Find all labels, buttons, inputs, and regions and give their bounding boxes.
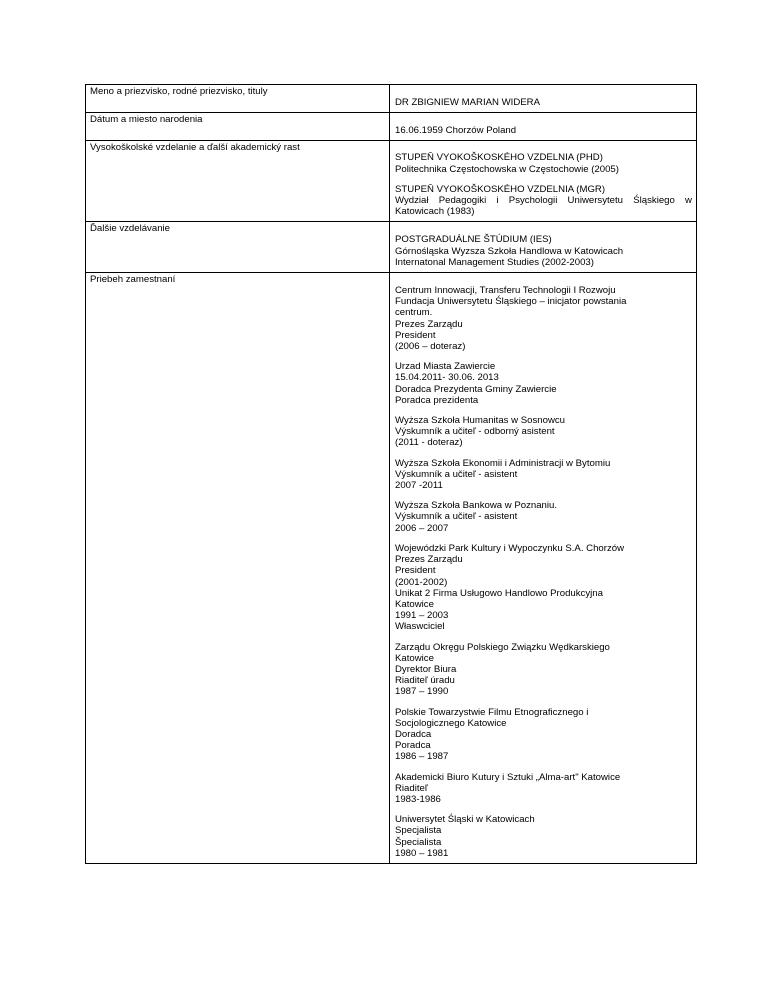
label-cell xyxy=(86,85,390,113)
value-line: Urzad Miasta Zawiercie xyxy=(395,361,496,373)
employment-entry xyxy=(395,415,692,449)
label-birth: Dátum a miesto narodenia xyxy=(90,114,203,126)
value-line: Specjalista xyxy=(395,825,442,837)
value-line: Centrum Innowacji, Transferu Technologii I Rozwoju xyxy=(395,285,616,297)
value-line: Fundacja Uniwersytetu Śląskiego – inicjator powstania xyxy=(395,296,627,308)
value-line: Unikat 2 Firma Usługowo Handlowo Produkcyjna xyxy=(395,587,603,599)
value-line: STUPEŇ VYOKOŠKOSKÉHO VZDELNIA (PHD) xyxy=(395,152,603,164)
employment-entry xyxy=(395,772,692,806)
employment-entry xyxy=(395,285,692,352)
value-cell xyxy=(390,113,697,141)
value-line: Wojewódzki Park Kultury i Wypoczynku S.A. Chorzów xyxy=(395,542,624,554)
label-employment: Priebeh zamestnaní xyxy=(90,274,176,286)
value-line: Riaditeľ xyxy=(395,782,428,794)
value-line: Poradca xyxy=(395,740,431,752)
value-cell xyxy=(390,222,697,273)
value-block xyxy=(395,97,692,108)
row-employment xyxy=(86,273,697,864)
cv-table xyxy=(85,84,697,864)
value-line: Riaditeľ úradu xyxy=(395,675,455,687)
value-cell xyxy=(390,141,697,222)
value-line: 1986 – 1987 xyxy=(395,751,449,763)
label-cell xyxy=(86,273,390,864)
value-line: President xyxy=(395,565,436,577)
value-line: centrum. xyxy=(395,307,433,319)
value-line: Doradca Prezydenta Gminy Zawiercie xyxy=(395,383,557,395)
employment-entry xyxy=(395,543,692,633)
value-line: Internatonal Management Studies (2002-2003) xyxy=(395,256,594,268)
label-cell xyxy=(86,113,390,141)
value-line: 15.04.2011- 30.06. 2013 xyxy=(395,372,499,384)
value-line: Výskumník a učiteľ - asistent xyxy=(395,468,518,480)
value-line: President xyxy=(395,329,436,341)
value-block xyxy=(395,152,692,174)
value-line: (2006 – doteraz) xyxy=(395,341,466,353)
value-line: Výskumník a učiteľ - asistent xyxy=(395,511,518,523)
value-line: Socjologicznego Katowice xyxy=(395,717,507,729)
value-block xyxy=(395,184,692,218)
value-line: 1980 – 1981 xyxy=(395,847,449,859)
value-line: 2007 -2011 xyxy=(395,480,443,492)
value-line: Katowice xyxy=(395,652,434,664)
employment-entry xyxy=(395,500,692,534)
value-line: Akademicki Biuro Kutury i Sztuki „Alma-art" Katowice xyxy=(395,771,621,783)
value-line: DR ZBIGNIEW MARIAN WIDERA xyxy=(395,97,540,108)
value-block xyxy=(395,234,692,268)
value-line: Prezes Zarządu xyxy=(395,318,463,330)
value-line: 2006 – 2007 xyxy=(395,522,449,534)
employment-entry xyxy=(395,814,692,859)
value-line: Wyższa Szkoła Ekonomii i Administracji w Bytomiu xyxy=(395,457,611,469)
value-block xyxy=(395,125,692,136)
label-cell xyxy=(86,222,390,273)
value-line: Dyrektor Biura xyxy=(395,663,457,675)
value-line: (2001-2002) xyxy=(395,576,448,588)
employment-entry xyxy=(395,361,692,406)
value-line: (2011 - doteraz) xyxy=(395,437,463,449)
value-line: Katowice xyxy=(395,598,434,610)
employment-entry xyxy=(395,642,692,698)
value-line: Politechnika Częstochowska w Częstochowie (2005) xyxy=(395,163,619,175)
label-university: Vysokoškolské vzdelanie a ďalší akademický rast xyxy=(90,142,300,154)
value-cell xyxy=(390,273,697,864)
label-cell xyxy=(86,141,390,222)
value-line: Uniwersytet Śląski w Katowicach xyxy=(395,814,535,826)
value-line: Špecialista xyxy=(395,836,442,848)
row-birth xyxy=(86,113,697,141)
value-line: Wyższa Szkoła Bankowa w Poznaniu. xyxy=(395,500,558,512)
label-name: Meno a priezvisko, rodné priezvisko, tituly xyxy=(90,86,268,97)
row-name xyxy=(86,85,697,113)
value-line: Polskie Towarzystwie Filmu Etnograficznego i xyxy=(395,706,589,718)
value-line: Poradca prezidenta xyxy=(395,394,479,406)
employment-entry xyxy=(395,707,692,763)
value-line: 1987 – 1990 xyxy=(395,686,449,698)
value-cell xyxy=(390,85,697,113)
value-line: POSTGRADUÁLNE ŠTÚDIUM (IES) xyxy=(395,234,552,246)
value-line: 1983-1986 xyxy=(395,793,441,805)
value-line: 16.06.1959 Chorzów Poland xyxy=(395,125,517,137)
value-line: 1991 – 2003 xyxy=(395,610,449,622)
value-line: Właswciciel xyxy=(395,621,445,633)
row-university xyxy=(86,141,697,222)
label-further-education: Ďalšie vzdelávanie xyxy=(90,223,170,235)
value-line: Wyższa Szkoła Humanitas w Sosnowcu xyxy=(395,415,565,427)
employment-entry xyxy=(395,458,692,492)
value-line: STUPEŇ VYOKOŠKOSKÉHO VZDELNIA (MGR) xyxy=(395,183,606,195)
row-further-education xyxy=(86,222,697,273)
value-line: Górnośląska Wyzsza Szkoła Handlowa w Katowicach xyxy=(395,245,624,257)
value-line: Výskumník a učiteľ - odborný asistent xyxy=(395,426,555,438)
value-paragraph: Wydział Pedagogiki i Psychologii Uniwersytetu Śląskiego w Katowicach (1983) xyxy=(395,195,692,218)
value-line: Doradca xyxy=(395,728,432,740)
value-line: Prezes Zarządu xyxy=(395,554,463,566)
value-line: Zarządu Okręgu Polskiego Związku Wędkarskiego xyxy=(395,641,610,653)
